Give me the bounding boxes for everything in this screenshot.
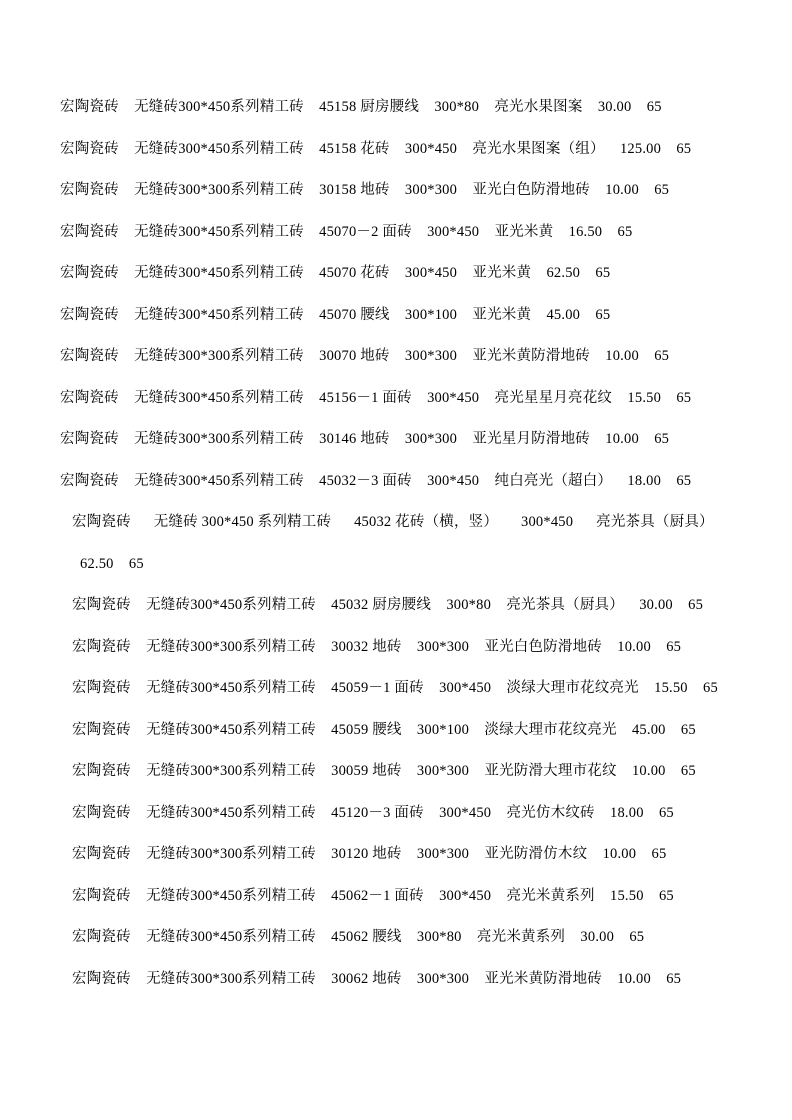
document-line: 宏陶瓷砖 无缝砖300*450系列精工砖 45070 花砖 300*450 亚光米黄 62.50 65 [60,265,611,281]
document-line: 宏陶瓷砖 无缝砖300*450系列精工砖 45059 腰线 300*100 淡绿大理市花纹亮光 45.00 65 [72,721,696,738]
document-line: 宏陶瓷砖 无缝砖300*450系列精工砖 45156－1 面砖 300*450 亮光星星月亮花纹 15.50 65 [60,389,692,406]
document-line: 宏陶瓷砖 无缝砖300*450系列精工砖 45032 厨房腰线 300*80 亮光茶具（厨具） 30.00 65 [72,597,704,613]
document-line: 宏陶瓷砖 无缝砖300*300系列精工砖 30062 地砖 300*300 亚光米黄防滑地砖 10.00 65 [72,970,682,987]
document-line: 宏陶瓷砖 无缝砖 300*450 系列精工砖 45032 花砖（横，竖） 300*450 亮光茶具（厨具） [72,514,714,530]
document-line: 宏陶瓷砖 无缝砖300*450系列精工砖 45062－1 面砖 300*450 亮光米黄系列 15.50 65 [72,887,674,904]
document-line: 宏陶瓷砖 无缝砖300*450系列精工砖 45062 腰线 300*80 亮光米黄系列 30.00 65 [72,929,645,945]
document-line: 宏陶瓷砖 无缝砖300*450系列精工砖 45059－1 面砖 300*450 淡绿大理市花纹亮光 15.50 65 [72,680,718,696]
document-line: 宏陶瓷砖 无缝砖300*450系列精工砖 45158 厨房腰线 300*80 亮光水果图案 30.00 65 [60,99,662,115]
document-line: 宏陶瓷砖 无缝砖300*300系列精工砖 30120 地砖 300*300 亚光防滑仿木纹 10.00 65 [72,846,667,862]
document-line: 62.50 65 [80,555,144,572]
document-line: 宏陶瓷砖 无缝砖300*300系列精工砖 30070 地砖 300*300 亚光米黄防滑地砖 10.00 65 [60,348,670,364]
document-line: 宏陶瓷砖 无缝砖300*450系列精工砖 45120－3 面砖 300*450 亮光仿木纹砖 18.00 65 [72,804,674,821]
document-line: 宏陶瓷砖 无缝砖300*300系列精工砖 30059 地砖 300*300 亚光防滑大理市花纹 10.00 65 [72,763,696,779]
document-line: 宏陶瓷砖 无缝砖300*450系列精工砖 45070－2 面砖 300*450 亚光米黄 16.50 65 [60,223,633,240]
document-body [60,100,732,986]
document-line: 宏陶瓷砖 无缝砖300*450系列精工砖 45070 腰线 300*100 亚光米黄 45.00 65 [60,306,611,323]
document-line: 宏陶瓷砖 无缝砖300*450系列精工砖 45158 花砖 300*450 亮光水果图案（组） 125.00 65 [60,140,692,157]
document-line: 宏陶瓷砖 无缝砖300*450系列精工砖 45032－3 面砖 300*450 纯白亮光（超白） 18.00 65 [60,472,692,489]
document-line: 宏陶瓷砖 无缝砖300*300系列精工砖 30032 地砖 300*300 亚光白色防滑地砖 10.00 65 [72,638,682,655]
document-line: 宏陶瓷砖 无缝砖300*300系列精工砖 30146 地砖 300*300 亚光星月防滑地砖 10.00 65 [60,431,670,447]
document-line: 宏陶瓷砖 无缝砖300*300系列精工砖 30158 地砖 300*300 亚光白色防滑地砖 10.00 65 [60,182,670,198]
